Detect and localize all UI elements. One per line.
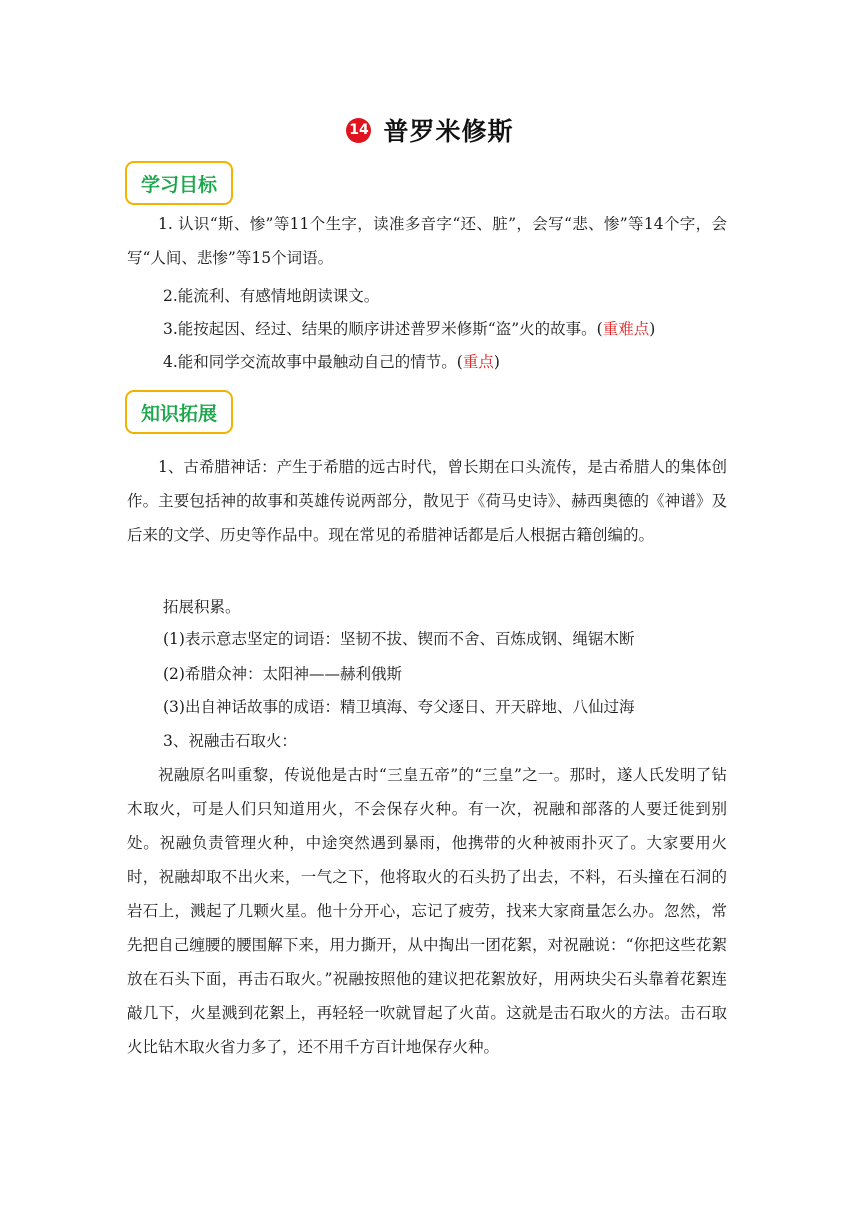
goal-item-4-close: ) xyxy=(493,353,500,371)
knowledge-paragraph-1: 1、古希腊神话：产生于希腊的远古时代，曾长期在口头流传，是古希腊人的集体创作。主要包括神的故事和英雄传说两部分，散见于《荷马史诗》、赫西奥德的《神谱》及后来的文学、历史等作品中。现在常见的希腊神话都是后人根据古籍创编的。 xyxy=(127,458,727,544)
knowledge-heading: 知识拓展 xyxy=(125,390,233,434)
goal-item-4 xyxy=(163,345,500,379)
knowledge-list-item-1: (1)表示意志坚定的词语：坚韧不拔、锲而不舍、百炼成钢、绳锯木断 xyxy=(163,630,635,648)
page-title: 普罗米修斯 xyxy=(383,117,514,146)
goal-item-3-note: 重难点 xyxy=(602,320,650,338)
goal-item-4-text: 4.能和同学交流故事中最触动自己的情节。 xyxy=(163,353,457,371)
goal-item-2: 2.能流利、有感情地朗读课文。 xyxy=(163,287,380,305)
knowledge-paragraph-2: 拓展积累。 xyxy=(163,598,241,616)
goal-item-1: 1. 认识“斯、惨”等11个生字，读准多音字“还、脏”，会写“悲、惨”等14个字，会写“人间、悲惨”等15个词语。 xyxy=(127,215,727,267)
knowledge-paragraph-story: 祝融原名叫重黎，传说他是古时“三皇五帝”的“三皇”之一。那时，遂人氏发明了钻木取火，可是人们只知道用火，不会保存火种。有一次，祝融和部落的人要迁徙到别处。祝融负责管理火种，中途突然遇到暴雨，他携带的火种被雨扑灭了。大家要用火时，祝融却取不出火来，一气之下，他将取火的石头扔了出去，不料，石头撞在石洞的岩石上，溅起了几颗火星。他十分开心，忘记了疲劳，找来大家商量怎么办。忽然，常先把自己缠腰的腰围解下来，用力撕开，从中掏出一团花絮，对祝融说：“你把这些花絮放在石头下面，再击石取火。”祝融按照他的建议把花絮放好，用两块尖石头靠着花絮连敲几下，火星溅到花絮上，再轻轻一吹就冒起了火苗。这就是击石取火的方法。击石取火比钻木取火省力多了，还不用千方百计地保存火种。 xyxy=(127,766,727,1056)
goal-item-4-note: 重点 xyxy=(462,353,494,371)
knowledge-paragraph-3-heading: 3、祝融击石取火： xyxy=(163,732,297,750)
goal-item-4-open: ( xyxy=(456,353,463,371)
goal-item-3-text: 3.能按起因、经过、结果的顺序讲述普罗米修斯“盗”火的故事。 xyxy=(163,320,597,338)
goal-item-3-open: ( xyxy=(596,320,603,338)
goal-item-3 xyxy=(163,312,655,346)
lesson-title xyxy=(0,112,860,148)
goal-item-3-close: ) xyxy=(649,320,656,338)
knowledge-list-item-3: (3)出自神话故事的成语：精卫填海、夸父逐日、开天辟地、八仙过海 xyxy=(163,698,635,716)
goals-heading: 学习目标 xyxy=(125,161,233,205)
lesson-number-badge: 14 xyxy=(346,118,371,143)
knowledge-list-item-2: (2)希腊众神：太阳神——赫利俄斯 xyxy=(163,665,402,683)
